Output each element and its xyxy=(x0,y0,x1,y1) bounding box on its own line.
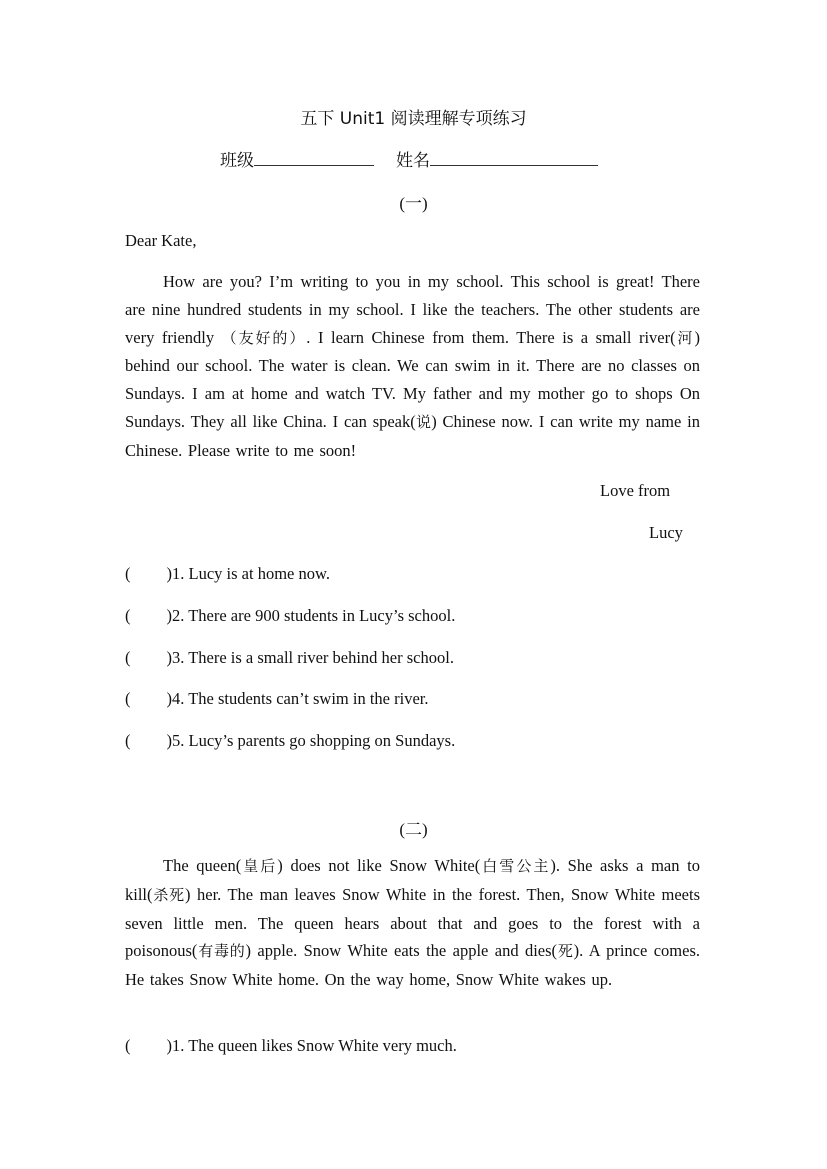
passage-text: ) her. The man leaves Snow White in the forest. Then, Snow White meets seven little men. The queen hears about that and goes to the forest with a poisonous( xyxy=(125,884,700,961)
answer-blank[interactable] xyxy=(125,606,172,626)
passage-text: ) apple. Snow White eats the apple and dies( xyxy=(245,941,558,961)
chinese-gloss: 有毒的 xyxy=(197,942,246,961)
section-1-passage xyxy=(125,268,700,465)
class-blank[interactable] xyxy=(254,151,374,166)
answer-close-paren: ) xyxy=(166,564,172,583)
chinese-gloss: 说 xyxy=(415,412,432,431)
letter-signature: Lucy xyxy=(649,523,683,542)
question-text: 2. There are 900 students in Lucy’s school. xyxy=(172,605,456,625)
chinese-gloss: 皇后 xyxy=(241,857,278,875)
answer-close-paren: ) xyxy=(166,1036,172,1055)
chinese-gloss: 杀死 xyxy=(152,885,186,904)
question-text: 5. Lucy’s parents go shopping on Sundays. xyxy=(172,731,456,751)
passage-text: ) Chinese now. I can write my name in Chinese. Please write to me soon! xyxy=(125,411,700,460)
passage-text: ) does not like Snow White( xyxy=(277,856,481,875)
passage-text: The queen( xyxy=(163,856,242,875)
letter-salutation: Dear Kate, xyxy=(125,231,197,250)
answer-close-paren: ) xyxy=(166,647,172,667)
student-info-line xyxy=(220,146,598,171)
question-item xyxy=(125,731,455,751)
question-item xyxy=(125,648,454,668)
answer-blank[interactable] xyxy=(125,564,172,584)
question-text: 1. The queen likes Snow White very much. xyxy=(172,1036,457,1055)
answer-blank[interactable] xyxy=(125,731,172,751)
passage-text: ). She asks a man to kill( xyxy=(125,856,700,904)
question-item xyxy=(125,1036,457,1056)
answer-open-paren: ( xyxy=(125,689,131,709)
answer-open-paren: ( xyxy=(125,1036,131,1055)
passage-text: . I learn Chinese from them. There is a small river( xyxy=(306,327,676,347)
section-1-heading: (一) xyxy=(399,194,428,213)
chinese-gloss: （友好的） xyxy=(221,328,307,347)
answer-open-paren: ( xyxy=(125,605,131,625)
answer-open-paren: ( xyxy=(125,647,131,667)
name-blank[interactable] xyxy=(430,151,598,166)
question-item xyxy=(125,689,428,709)
question-text: 3. There is a small river behind her school. xyxy=(172,647,454,667)
answer-open-paren: ( xyxy=(125,731,131,751)
answer-close-paren: ) xyxy=(166,689,172,709)
answer-close-paren: ) xyxy=(166,605,172,625)
letter-closing: Love from xyxy=(600,481,671,500)
question-text: 4. The students can’t swim in the river. xyxy=(172,689,429,709)
answer-blank[interactable] xyxy=(125,1036,172,1056)
section-2-passage xyxy=(125,852,700,994)
chinese-gloss: 死 xyxy=(557,942,574,961)
class-label: 班级 xyxy=(220,151,254,171)
question-text: 1. Lucy is at home now. xyxy=(172,564,330,583)
answer-blank[interactable] xyxy=(125,648,172,668)
name-label: 姓名 xyxy=(396,151,430,171)
section-2-heading: (二) xyxy=(399,820,428,839)
chinese-gloss: 河 xyxy=(675,328,695,347)
chinese-gloss: 白雪公主 xyxy=(480,857,551,875)
answer-open-paren: ( xyxy=(125,564,131,583)
worksheet-title: 五下 Unit1 阅读理解专项练习 xyxy=(300,109,527,129)
answer-blank[interactable] xyxy=(125,689,172,709)
passage-text: ). A prince comes. He takes Snow White home. On the way home, Snow White wakes up. xyxy=(125,941,700,990)
answer-close-paren: ) xyxy=(166,731,172,751)
passage-text: ) behind our school. The water is clean. We can swim in it. There are no classes on Sundays. I am at home and watch TV. My father and my mother go to shops On Sundays. They all like China. I can speak( xyxy=(125,327,700,431)
passage-text: How are you? I’m writing to you in my school. This school is great! There are nine hundred students in my school. I like the teachers. The other students are very friendly xyxy=(125,272,700,347)
question-item xyxy=(125,606,455,626)
question-item xyxy=(125,564,330,584)
